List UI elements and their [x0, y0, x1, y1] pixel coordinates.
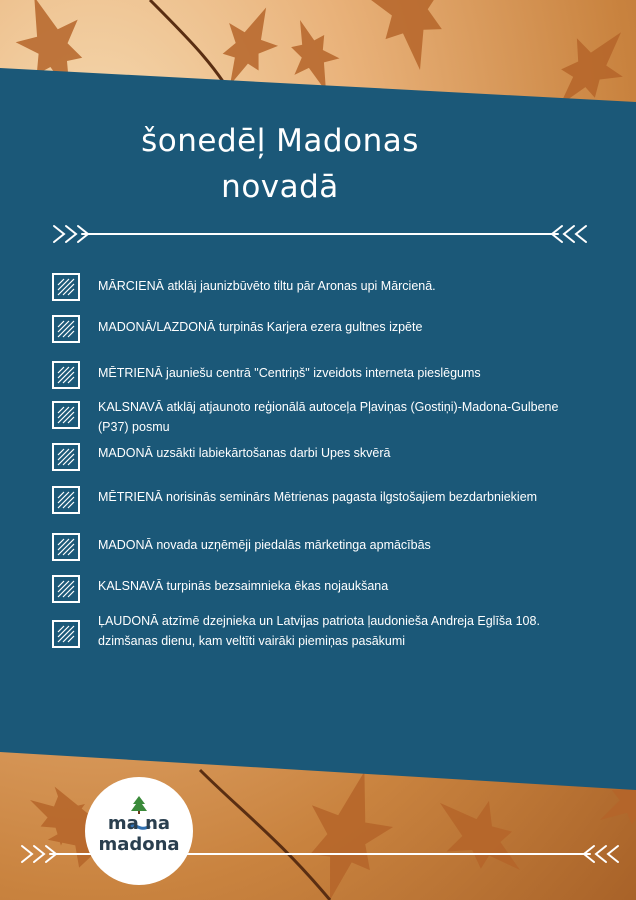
- item-text: KALSNAVĀ atklāj atjaunoto reģionālā autoceļa Pļaviņas (Gostiņi)-Madona-Gulbene (P37) posmu: [98, 400, 559, 434]
- item-text: MĀRCIENĀ atklāj jaunizbūvēto tiltu pār Aronas upi Mārcienā.: [98, 279, 436, 293]
- page-title: [90, 118, 470, 210]
- checkbox-icon: [52, 443, 80, 471]
- item-text: MADONĀ/LAZDONĀ turpinās Karjera ezera gultnes izpēte: [98, 320, 423, 334]
- arrow-divider: [52, 222, 588, 246]
- checkbox-icon: [52, 361, 80, 389]
- checkbox-icon: [52, 401, 80, 429]
- tree-icon: [129, 795, 149, 815]
- item-text: MADONĀ uzsākti labiekārtošanas darbi Upes skvērā: [98, 446, 391, 460]
- item-text: MADONĀ novada uzņēmēji piedalās mārketinga apmācībās: [98, 538, 431, 552]
- item-text: MĒTRIENĀ norisinās seminārs Mētrienas pagasta ilgstošajiem bezdarbniekiem: [98, 490, 538, 504]
- checkbox-icon: [52, 620, 80, 648]
- logo-line-1: ma na: [107, 813, 171, 834]
- title-line-1: šonedēļ Madonas: [141, 123, 419, 159]
- checkbox-icon: [52, 273, 80, 301]
- item-text: MĒTRIENĀ jauniešu centrā "Centriņš" izveidots interneta pieslēgums: [98, 366, 481, 380]
- checkbox-icon: [52, 575, 80, 603]
- item-text: ĻAUDONĀ atzīmē dzejnieka un Latvijas patriota ļaudonieša Andreja Eglīša 108. dzimšanas dienu, kam veltīti vairāki piemiņas pasākumi: [98, 614, 540, 648]
- checkbox-icon: [52, 533, 80, 561]
- title-line-2: novadā: [221, 169, 339, 205]
- mana-madona-logo: [85, 777, 193, 885]
- logo-line-2: madona: [98, 834, 180, 855]
- item-text: KALSNAVĀ turpinās bezsaimnieka ēkas nojaukšana: [98, 579, 389, 593]
- checkbox-icon: [52, 486, 80, 514]
- checkbox-icon: [52, 315, 80, 343]
